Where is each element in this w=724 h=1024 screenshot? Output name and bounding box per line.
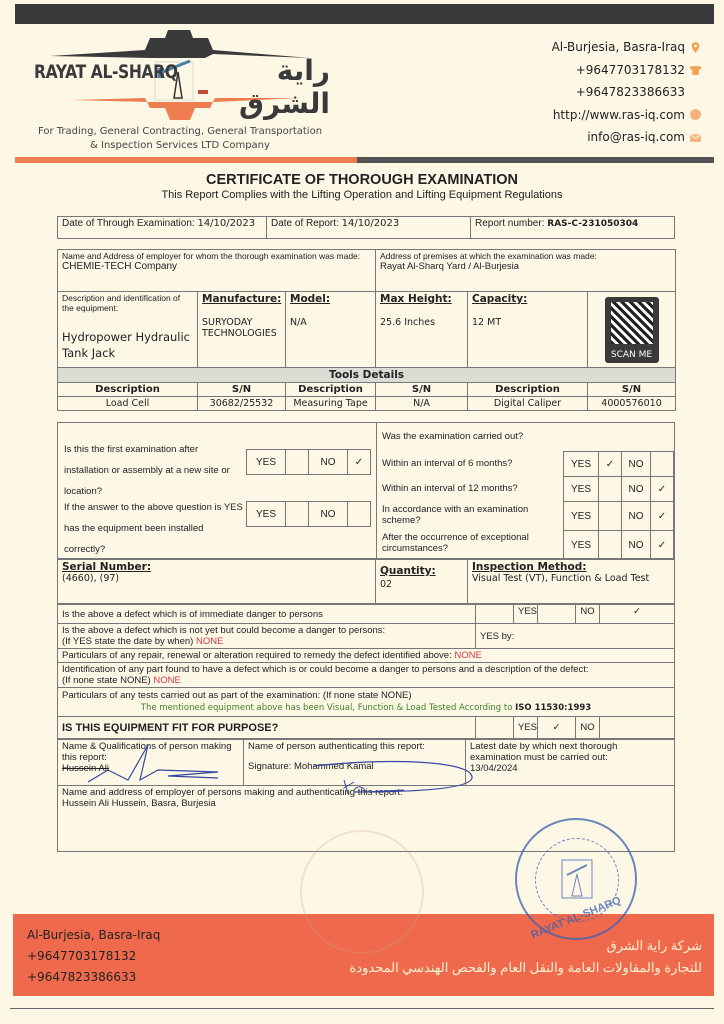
report-date-value: 14/10/2023 (341, 218, 400, 229)
logo-text-ar: راية الشرق (238, 54, 330, 120)
no-label: NO (309, 450, 348, 475)
yes-label: YES (564, 477, 599, 502)
report-date-label: Date of Report: (271, 218, 339, 229)
first-exam-question: Is this the first examination after installation or assembly at a new site or location? (64, 444, 230, 497)
carried-out-section (377, 423, 674, 558)
dates-table (57, 216, 675, 239)
tool-cell: 30682/25532 (198, 397, 286, 411)
fit-for-purpose-question: IS THIS EQUIPMENT FIT FOR PURPOSE? (58, 717, 476, 739)
exceptional-question: After the occurrence of exceptional circumstances? (382, 532, 529, 554)
yes-by-field[interactable]: YES by: (476, 624, 675, 649)
method-cell (468, 560, 675, 604)
yes-label: YES (564, 502, 599, 531)
identification-line2: (If none state NONE) (62, 675, 151, 686)
max-height-value: 25.6 Inches (380, 317, 436, 328)
defects-table (57, 604, 675, 739)
manufacture-value: SURYODAY TECHNOLOGIES (202, 317, 277, 339)
phone1: +9647703178132 (575, 62, 685, 77)
authenticator-cell (244, 740, 466, 786)
installed-question: If the answer to the above question is YES has the equipment been installed correctly? (64, 502, 243, 555)
no-label: NO (576, 605, 600, 624)
no-label: NO (576, 717, 600, 739)
no-checkbox[interactable] (600, 717, 675, 739)
yes-checkbox[interactable] (599, 502, 622, 531)
report-number-label: Report number: (475, 218, 545, 229)
interval-6-question: Within an interval of 6 months? (382, 458, 513, 469)
first-exam-yes-no (246, 449, 371, 475)
installed-yes-no (246, 501, 371, 527)
tagline-line2: & Inspection Services LTD Company (90, 140, 270, 151)
report-date-cell (267, 217, 471, 239)
report-maker-cell (58, 740, 244, 786)
auth-label: Name of person authenticating this report: (248, 741, 425, 752)
model-label: Model: (290, 293, 331, 305)
footer-phone2: +9647823386633 (27, 970, 137, 984)
no-checkbox[interactable] (348, 502, 371, 527)
future-danger-line1: Is the above a defect which is not yet but could become a danger to persons: (62, 625, 386, 636)
repair-value: NONE (454, 650, 482, 661)
scheme-question: In accordance with an examination scheme? (382, 504, 529, 526)
employer-persons-label: Name and address of employer of persons making and authenticating this report: (62, 787, 403, 798)
employer-value: CHEMIE-TECH Company (62, 261, 178, 272)
tools-title: Tools Details (58, 368, 676, 383)
no-label: NO (622, 452, 651, 477)
qr-cell (588, 292, 676, 368)
serial-table (57, 559, 675, 604)
next-exam-date: 13/04/2024 (470, 763, 518, 774)
premises-cell (376, 250, 676, 292)
future-danger-value: NONE (195, 636, 224, 647)
yes-checkbox[interactable] (538, 605, 576, 624)
bottom-divider (10, 1008, 714, 1009)
premises-value: Rayat Al-Sharq Yard / Al-Burjesia (380, 261, 520, 272)
exam-date-value: 14/10/2023 (197, 218, 256, 229)
quantity-value: 02 (380, 579, 393, 590)
capacity-value: 12 MT (472, 317, 502, 328)
yes-checkbox[interactable] (286, 502, 309, 527)
footer-arabic-line2: للتجارة والمقاولات العامة والنقل العام والفحص الهندسي المحدودة (349, 960, 702, 975)
iso-standard: ISO 11530:1993 (515, 703, 592, 713)
repair-cell (58, 649, 675, 663)
logo-text-en: RAYAT AL-SHARQ (34, 61, 178, 83)
globe-icon (689, 108, 702, 121)
exam-date-label: Date of Through Examination: (62, 218, 195, 229)
tests-label: Particulars of any tests carried out as part of the examination: (If none state NONE) (62, 690, 412, 701)
employer-label: Name and Address of employer for whom the thorough examination was made: (62, 251, 361, 261)
auth-signature (304, 758, 484, 798)
yes-label: YES (514, 605, 538, 624)
repair-label: Particulars of any repair, renewal or alteration required to remedy the defect identified above: (62, 650, 452, 661)
tests-cell (58, 688, 675, 717)
certificate-title: CERTIFICATE OF THOROUGH EXAMINATION (205, 172, 518, 188)
identification-value: NONE (153, 675, 181, 686)
scan-me-label: SCAN ME (610, 349, 653, 360)
equipment-cell (58, 292, 198, 368)
watermark-stamp-icon (300, 830, 424, 954)
no-checkbox-checked[interactable]: ✓ (348, 450, 371, 475)
yes-checkbox[interactable] (286, 450, 309, 475)
tests-value: The mentioned equipment above has been Visual, Function & Load Tested According to (140, 703, 513, 713)
capacity-cell (468, 292, 588, 368)
no-label: NO (622, 502, 651, 531)
address: Al-Burjesia, Basra-Iraq (551, 40, 685, 54)
serial-value: (4660), (97) (62, 573, 120, 584)
max-height-label: Max Height: (380, 293, 452, 305)
quantity-label: Quantity: (380, 565, 436, 577)
immediate-danger-question: Is the above a defect which is of immediate danger to persons (58, 605, 476, 624)
equipment-label: Description and identification of the equipment: (62, 293, 181, 313)
phone-icon (689, 63, 702, 76)
report-number-value: RAS-C-231050304 (547, 219, 639, 229)
employer-persons-value: Hussein Ali Hussein, Basra, Burjesia (62, 798, 216, 809)
carried-out-question: Was the examination carried out? (382, 431, 524, 442)
certificate-subtitle: This Report Complies with the Lifting Operation and Lifting Equipment Regulations (161, 189, 563, 201)
manufacture-label: Manufacture: (202, 293, 282, 305)
tool-cell: Load Cell (58, 397, 198, 411)
identification-line1: Identification of any part found to have a defect which is or could become a danger to persons and a description of the defect: (62, 664, 589, 675)
yes-label: YES (564, 531, 599, 560)
method-label: Inspection Method: (472, 561, 587, 573)
interval-12-question: Within an interval of 12 months? (382, 483, 518, 494)
maker-value: Hussein Ali (62, 763, 109, 774)
company-stamp-icon (515, 818, 637, 940)
model-value: N/A (290, 317, 307, 328)
equipment-table (57, 249, 676, 411)
tools-header: Description (58, 383, 198, 397)
no-label: NO (622, 531, 651, 560)
yes-checkbox-checked[interactable]: ✓ (538, 717, 576, 739)
header-divider-dark (357, 157, 714, 163)
next-exam-label: Latest date by which next thorough examination must be carried out: (470, 741, 618, 763)
identification-cell (58, 663, 675, 688)
no-checkbox-checked[interactable]: ✓ (651, 477, 674, 502)
yes-label: YES (247, 450, 286, 475)
future-danger-cell (58, 624, 476, 649)
tools-header-row (58, 383, 676, 397)
exam-date-cell (58, 217, 267, 239)
footer-address: Al-Burjesia, Basra-Iraq (27, 928, 161, 942)
no-label: NO (622, 477, 651, 502)
quantity-cell (376, 560, 468, 604)
no-checkbox-checked[interactable]: ✓ (651, 502, 674, 531)
questions-block (57, 422, 675, 559)
email-icon (689, 131, 702, 144)
no-checkbox-checked[interactable]: ✓ (651, 531, 674, 560)
tool-cell: 4000576010 (588, 397, 676, 411)
location-pin-icon (689, 41, 702, 54)
qr-code-icon (611, 302, 653, 344)
company-logo (30, 28, 330, 123)
interval-yes-no-grid (563, 451, 674, 560)
header-contacts (552, 36, 702, 149)
yes-checkbox[interactable] (599, 531, 622, 560)
yes-label: YES (514, 717, 538, 739)
auth-value: Signature: Mohammed Kamal (248, 761, 374, 772)
serial-cell (58, 560, 376, 604)
no-checkbox[interactable] (651, 452, 674, 477)
tools-header: S/N (588, 383, 676, 397)
tool-cell: Measuring Tape (286, 397, 376, 411)
premises-label: Address of premises at which the examination was made: (380, 251, 597, 261)
tools-header: Description (468, 383, 588, 397)
no-label: NO (309, 502, 348, 527)
website-link[interactable]: http://www.ras-iq.com (552, 107, 685, 122)
footer-phone1: +9647703178132 (27, 949, 137, 963)
top-bar (15, 4, 714, 24)
future-danger-line2: (If YES state the date by when) (62, 636, 194, 647)
footer-contacts (27, 925, 160, 988)
qr-code[interactable] (605, 297, 659, 363)
stamp-text: RAYAT AL-SHARQ (529, 894, 623, 942)
yes-label: YES (247, 502, 286, 527)
maker-signature (78, 740, 228, 785)
tools-header: S/N (376, 383, 468, 397)
yes-checkbox[interactable] (599, 477, 622, 502)
tool-cell: Digital Caliper (468, 397, 588, 411)
employer-cell (58, 250, 376, 292)
method-value: Visual Test (VT), Function & Load Test (472, 573, 650, 584)
tagline-line1: For Trading, General Contracting, General Transportation (37, 126, 323, 137)
no-checkbox-checked[interactable]: ✓ (600, 605, 675, 624)
maker-label: Name & Qualifications of person making this report: (62, 741, 232, 763)
yes-checkbox-checked[interactable]: ✓ (599, 452, 622, 477)
tools-header: Description (286, 383, 376, 397)
first-exam-section (58, 423, 377, 558)
email-link[interactable]: info@ras-iq.com (587, 130, 685, 144)
phone2: +9647823386633 (575, 85, 685, 99)
next-exam-cell (466, 740, 675, 786)
header-divider-orange (15, 157, 357, 163)
max-height-cell (376, 292, 468, 368)
yes-label: YES (564, 452, 599, 477)
manufacture-cell (198, 292, 286, 368)
capacity-label: Capacity: (472, 293, 528, 305)
equipment-value: Hydropower Hydraulic Tank Jack (62, 330, 190, 360)
model-cell (286, 292, 376, 368)
report-number-cell (471, 217, 675, 239)
tools-header: S/N (198, 383, 286, 397)
serial-label: Serial Number: (62, 561, 152, 573)
company-tagline (30, 125, 330, 153)
tool-cell: N/A (376, 397, 468, 411)
footer-arabic-line1: شركة راية الشرق (606, 938, 702, 953)
tools-row (58, 397, 676, 411)
